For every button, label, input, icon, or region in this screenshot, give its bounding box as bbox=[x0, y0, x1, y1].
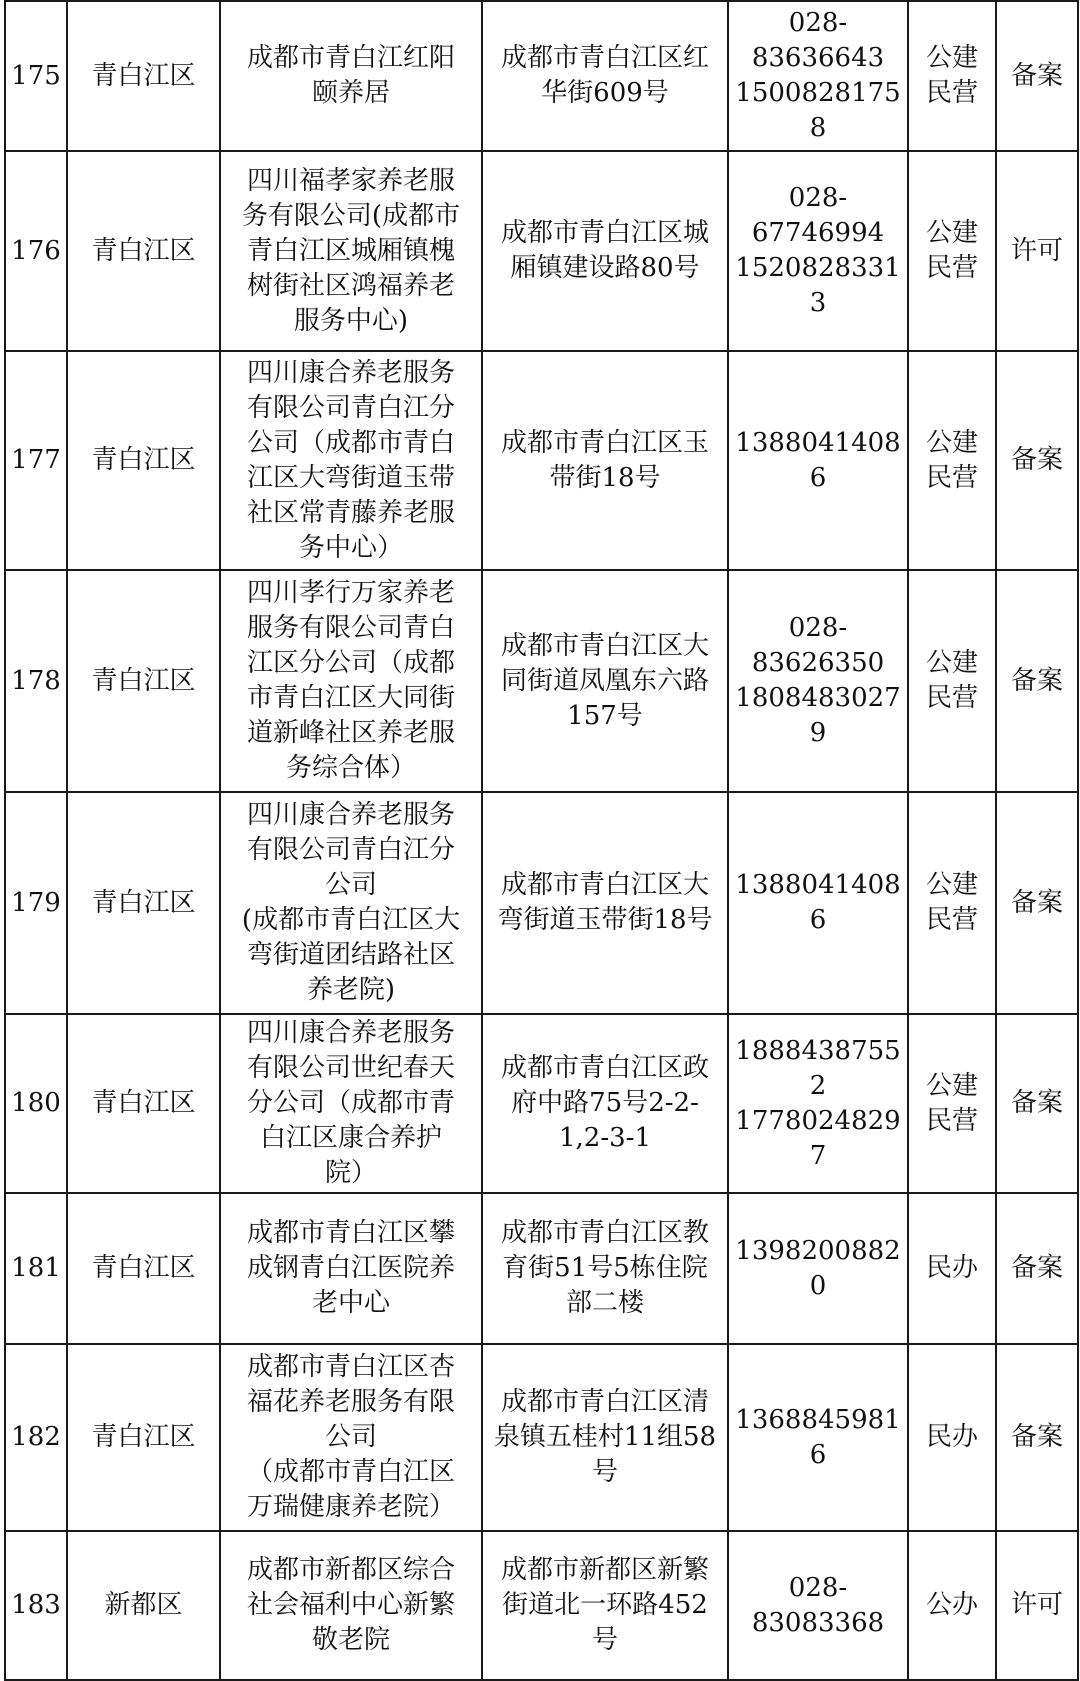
row-number-text: 179 bbox=[11, 887, 61, 918]
registration-status-text: 备案 bbox=[1010, 1253, 1063, 1283]
operation-type-cell bbox=[908, 570, 996, 792]
operation-type-text: 公建 民营 bbox=[925, 43, 978, 108]
registration-status-text: 备案 bbox=[1010, 445, 1063, 475]
address-text: 成都市青白江区清 泉镇五桂村11组58 号 bbox=[493, 1387, 717, 1487]
phone-cell bbox=[728, 1344, 908, 1531]
facility-name-text: 四川康合养老服务 有限公司青白江分 公司 (成都市青白江区大 弯街道团结路社区 养老院) bbox=[241, 800, 461, 1005]
address-cell bbox=[482, 1, 728, 151]
row-number-text: 178 bbox=[11, 665, 61, 696]
facility-name-cell bbox=[220, 1, 482, 151]
phone-cell bbox=[728, 1193, 908, 1344]
registration-status-text: 许可 bbox=[1010, 1590, 1063, 1620]
phone-text: 028- 67746994 15208283313 bbox=[735, 183, 901, 318]
facility-name-cell bbox=[220, 1014, 482, 1193]
registration-status-text: 备案 bbox=[1010, 60, 1063, 91]
row-number-text: 177 bbox=[11, 445, 61, 475]
district-text: 新都区 bbox=[104, 1590, 183, 1620]
facility-name-text: 成都市青白江红阳 颐养居 bbox=[246, 43, 455, 108]
operation-type-cell bbox=[908, 151, 996, 351]
phone-text: 18884387552 17780248297 bbox=[735, 1035, 901, 1171]
address-cell bbox=[482, 151, 728, 351]
phone-text: 13880414086 bbox=[735, 427, 901, 493]
district-text: 青白江区 bbox=[91, 1253, 196, 1283]
operation-type-cell bbox=[908, 1344, 996, 1531]
address-text: 成都市青白江区城 厢镇建设路80号 bbox=[500, 218, 709, 283]
operation-type-text: 公办 bbox=[925, 1590, 978, 1620]
facility-name-cell bbox=[220, 1531, 482, 1680]
table-row bbox=[5, 1344, 1078, 1531]
registration-status-cell bbox=[996, 792, 1078, 1014]
operation-type-cell bbox=[908, 1014, 996, 1193]
address-text: 成都市青白江区玉 带街18号 bbox=[500, 427, 709, 493]
phone-text: 028- 83083368 bbox=[751, 1572, 885, 1638]
facility-name-text: 成都市青白江区攀 成钢青白江医院养 老中心 bbox=[246, 1218, 455, 1318]
registration-status-cell bbox=[996, 151, 1078, 351]
address-cell bbox=[482, 351, 728, 570]
row-number-text: 175 bbox=[11, 60, 61, 91]
row-number-text: 183 bbox=[11, 1590, 61, 1620]
phone-cell bbox=[728, 351, 908, 570]
phone-text: 028- 83636643 15008281758 bbox=[735, 8, 901, 143]
table-row bbox=[5, 1, 1078, 151]
facility-name-text: 成都市新都区综合 社会福利中心新繁 敬老院 bbox=[246, 1555, 455, 1655]
phone-cell bbox=[728, 570, 908, 792]
district-cell bbox=[67, 1, 220, 151]
address-cell bbox=[482, 1344, 728, 1531]
operation-type-cell bbox=[908, 351, 996, 570]
registration-status-cell bbox=[996, 351, 1078, 570]
phone-cell bbox=[728, 792, 908, 1014]
row-number-cell bbox=[5, 1344, 67, 1531]
registration-status-cell bbox=[996, 570, 1078, 792]
address-text: 成都市青白江区教 育街51号5栋住院 部二楼 bbox=[500, 1218, 709, 1318]
registration-status-cell bbox=[996, 1344, 1078, 1531]
address-text: 成都市青白江区大 同街道凤凰东六路 157号 bbox=[500, 630, 709, 731]
district-text: 青白江区 bbox=[91, 445, 196, 475]
table-row bbox=[5, 1193, 1078, 1344]
phone-text: 028- 83626350 18084830279 bbox=[735, 613, 901, 748]
address-text: 成都市青白江区大 弯街道玉带街18号 bbox=[497, 870, 713, 935]
elderly-care-facility-table bbox=[4, 0, 1079, 1681]
row-number-cell bbox=[5, 792, 67, 1014]
registration-status-cell bbox=[996, 1193, 1078, 1344]
table-row bbox=[5, 570, 1078, 792]
district-text: 青白江区 bbox=[91, 665, 196, 696]
row-number-cell bbox=[5, 1014, 67, 1193]
district-text: 青白江区 bbox=[91, 1422, 196, 1452]
district-text: 青白江区 bbox=[91, 60, 196, 91]
row-number-cell bbox=[5, 351, 67, 570]
district-cell bbox=[67, 351, 220, 570]
district-cell bbox=[67, 1014, 220, 1193]
district-text: 青白江区 bbox=[91, 1088, 196, 1118]
operation-type-text: 公建 民营 bbox=[925, 218, 978, 283]
facility-name-text: 四川康合养老服务 有限公司青白江分 公司（成都市青白 江区大弯街道玉带 社区常青藤养老服 务中心） bbox=[246, 357, 455, 563]
facility-name-text: 四川福孝家养老服 务有限公司(成都市 青白江区城厢镇槐 树街社区鸿福养老 服务中心) bbox=[241, 165, 461, 336]
row-number-text: 180 bbox=[11, 1088, 61, 1118]
operation-type-cell bbox=[908, 1193, 996, 1344]
operation-type-text: 公建 民营 bbox=[925, 1070, 978, 1136]
phone-cell bbox=[728, 1, 908, 151]
row-number-cell bbox=[5, 151, 67, 351]
row-number-text: 182 bbox=[11, 1422, 61, 1452]
address-cell bbox=[482, 792, 728, 1014]
operation-type-text: 公建 民营 bbox=[925, 648, 978, 713]
operation-type-text: 公建 民营 bbox=[925, 870, 978, 935]
address-text: 成都市青白江区政 府中路75号2-2- 1,2-3-1 bbox=[500, 1053, 709, 1153]
facility-name-text: 四川康合养老服务 有限公司世纪春天 分公司（成都市青 白江区康合养护 院） bbox=[246, 1018, 455, 1188]
district-cell bbox=[67, 1531, 220, 1680]
registration-status-text: 备案 bbox=[1010, 1088, 1063, 1118]
address-cell bbox=[482, 1531, 728, 1680]
phone-cell bbox=[728, 1531, 908, 1680]
facility-name-cell bbox=[220, 1193, 482, 1344]
district-text: 青白江区 bbox=[91, 887, 196, 918]
phone-text: 13688459816 bbox=[735, 1404, 901, 1470]
registration-status-cell bbox=[996, 1531, 1078, 1680]
operation-type-text: 民办 bbox=[925, 1422, 978, 1452]
district-cell bbox=[67, 570, 220, 792]
registration-status-text: 许可 bbox=[1010, 235, 1063, 266]
district-cell bbox=[67, 1193, 220, 1344]
table-body bbox=[5, 1, 1078, 1680]
row-number-cell bbox=[5, 1531, 67, 1680]
facility-name-cell bbox=[220, 1344, 482, 1531]
table-row bbox=[5, 151, 1078, 351]
address-text: 成都市新都区新繁 街道北一环路452 号 bbox=[500, 1555, 709, 1655]
row-number-cell bbox=[5, 1193, 67, 1344]
row-number-cell bbox=[5, 570, 67, 792]
operation-type-text: 民办 bbox=[925, 1253, 978, 1283]
address-cell bbox=[482, 570, 728, 792]
table-row bbox=[5, 792, 1078, 1014]
phone-cell bbox=[728, 1014, 908, 1193]
registration-status-cell bbox=[996, 1, 1078, 151]
operation-type-cell bbox=[908, 1531, 996, 1680]
operation-type-cell bbox=[908, 1, 996, 151]
district-cell bbox=[67, 792, 220, 1014]
phone-text: 13880414086 bbox=[735, 870, 901, 935]
address-cell bbox=[482, 1193, 728, 1344]
registration-status-text: 备案 bbox=[1010, 665, 1063, 696]
row-number-text: 181 bbox=[11, 1253, 61, 1283]
table-row bbox=[5, 1014, 1078, 1193]
phone-text: 13982008820 bbox=[735, 1235, 901, 1301]
registration-status-text: 备案 bbox=[1010, 887, 1063, 918]
facility-name-text: 四川孝行万家养老 服务有限公司青白 江区分公司（成都 市青白江区大同街 道新峰社区养老服 务综合体） bbox=[246, 578, 455, 783]
registration-status-text: 备案 bbox=[1010, 1422, 1063, 1452]
phone-cell bbox=[728, 151, 908, 351]
operation-type-cell bbox=[908, 792, 996, 1014]
facility-name-cell bbox=[220, 151, 482, 351]
facility-name-cell bbox=[220, 351, 482, 570]
facility-name-text: 成都市青白江区杏 福花养老服务有限 公司 （成都市青白江区 万瑞健康养老院） bbox=[246, 1352, 455, 1522]
address-cell bbox=[482, 1014, 728, 1193]
table-row bbox=[5, 351, 1078, 570]
operation-type-text: 公建 民营 bbox=[925, 427, 978, 493]
facility-name-cell bbox=[220, 792, 482, 1014]
district-text: 青白江区 bbox=[91, 235, 196, 266]
registration-status-cell bbox=[996, 1014, 1078, 1193]
row-number-cell bbox=[5, 1, 67, 151]
row-number-text: 176 bbox=[11, 235, 61, 266]
table-row bbox=[5, 1531, 1078, 1680]
facility-name-cell bbox=[220, 570, 482, 792]
address-text: 成都市青白江区红 华街609号 bbox=[500, 43, 709, 108]
district-cell bbox=[67, 1344, 220, 1531]
district-cell bbox=[67, 151, 220, 351]
